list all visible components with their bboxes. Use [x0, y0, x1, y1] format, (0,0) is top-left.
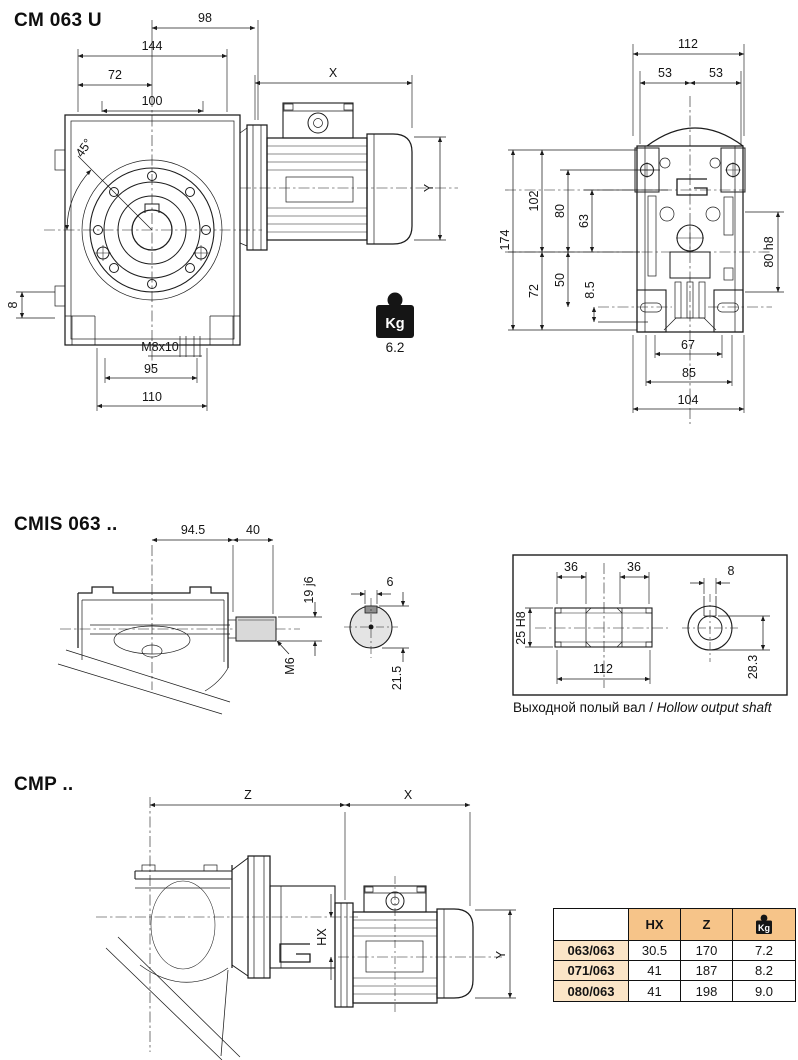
dim-80h8-label: 80 h8: [762, 236, 776, 268]
caption-english: Hollow output shaft: [656, 700, 772, 715]
dim-28p3-label: 28.3: [746, 654, 760, 680]
table-corner-cell: [554, 909, 629, 941]
dim-36-right-label: 36: [627, 560, 641, 574]
table-cell-hx: 30.5: [629, 941, 681, 961]
dim-174-label: 174: [498, 229, 512, 251]
dim-m8x10-label: M8x10: [141, 340, 179, 354]
dim-72-label: 72: [108, 68, 122, 82]
dim-8-key-label: 8: [727, 564, 735, 578]
weight-value: 6.2: [385, 340, 405, 355]
section-title-cmp: CMP ..: [14, 774, 74, 795]
dim-x-cmp-label: X: [403, 788, 413, 802]
table-cell-kg: 8.2: [733, 961, 795, 981]
manufacturer-logo: [677, 179, 707, 195]
table-header-hx: HX: [629, 909, 681, 941]
cm063u-motor-side-view: [240, 103, 458, 250]
table-header-kg: [733, 909, 795, 941]
dim-80-label: 80: [553, 204, 567, 218]
dim-hx-label: HX: [315, 928, 329, 946]
caption-russian: Выходной полый вал: [513, 700, 646, 715]
table-cell-kg: 9.0: [733, 981, 795, 1001]
dim-6-label: 6: [386, 575, 394, 589]
dim-36-left-label: 36: [564, 560, 578, 574]
dim-98-label: 98: [198, 11, 212, 25]
cm063u-motor-dimensions: [255, 66, 446, 240]
dim-100-label: 100: [141, 94, 163, 108]
dim-53-right-label: 53: [709, 66, 723, 80]
hollow-shaft-caption: [513, 700, 795, 715]
cm063u-front-view: [44, 96, 262, 372]
table-cell-z: 198: [681, 981, 733, 1001]
dim-y-cmp-label: Y: [494, 950, 508, 960]
cm063u-rear-dimensions: [498, 37, 784, 413]
dim-53-left-label: 53: [658, 66, 672, 80]
table-cell-hx: 41: [629, 961, 681, 981]
dim-19j6-label: 19 j6: [302, 576, 316, 604]
dim-8-label: 8: [6, 301, 20, 309]
cmp-drawing: [96, 797, 502, 1060]
dim-110-label: 110: [142, 390, 162, 404]
cmp-dimension-table: [553, 908, 796, 1002]
table-row-model: 063/063: [554, 941, 629, 961]
dim-y-label: Y: [422, 183, 436, 193]
dim-85-label: 85: [682, 366, 696, 380]
table-header-z: Z: [681, 909, 733, 941]
dim-63-label: 63: [577, 214, 591, 228]
dim-112-label: 112: [678, 37, 698, 51]
weight-kg-icon: [376, 293, 414, 339]
section-title-cm063u: CM 063 U: [14, 10, 102, 31]
table-row-model: 071/063: [554, 961, 629, 981]
cmis063-shaft-section: [344, 575, 409, 690]
dim-8p5-label: 8.5: [583, 281, 597, 299]
dim-67-label: 67: [681, 338, 695, 352]
section-title-cmis063: CMIS 063 ..: [14, 514, 118, 535]
dim-102-label: 102: [527, 190, 541, 212]
kg-table-icon: [753, 914, 775, 935]
kg-icon-label: Kg: [385, 316, 405, 332]
cmis063-side-view: [58, 545, 300, 714]
dim-94p5-label: 94.5: [180, 523, 206, 537]
dim-95-label: 95: [144, 362, 158, 376]
dim-21p5-label: 21.5: [390, 665, 404, 691]
dim-25h8-label: 25 H8: [514, 611, 528, 645]
table-cell-hx: 41: [629, 981, 681, 1001]
hollow-shaft-box: [513, 555, 787, 695]
dim-z-label: Z: [244, 788, 252, 802]
table-cell-z: 170: [681, 941, 733, 961]
dim-45deg-label: 45°: [72, 136, 96, 160]
table-cell-kg: 7.2: [733, 941, 795, 961]
dim-144-label: 144: [141, 39, 163, 53]
cmis063-dimensions: [152, 523, 322, 675]
cm063u-front-dimensions: [6, 11, 258, 411]
kg-table-icon-label: Kg: [758, 923, 770, 933]
dim-x-label: X: [328, 66, 338, 80]
dim-112-hollow-label: 112: [593, 662, 613, 676]
caption-separator: /: [645, 700, 657, 715]
dim-72-rear-label: 72: [527, 284, 541, 298]
table-row-model: 080/063: [554, 981, 629, 1001]
dim-m6-label: M6: [283, 657, 297, 675]
dim-50-label: 50: [553, 273, 567, 287]
table-cell-z: 187: [681, 961, 733, 981]
dim-104-label: 104: [677, 393, 699, 407]
dim-40-label: 40: [246, 523, 260, 537]
manufacturer-logo-cmp: [280, 944, 310, 962]
